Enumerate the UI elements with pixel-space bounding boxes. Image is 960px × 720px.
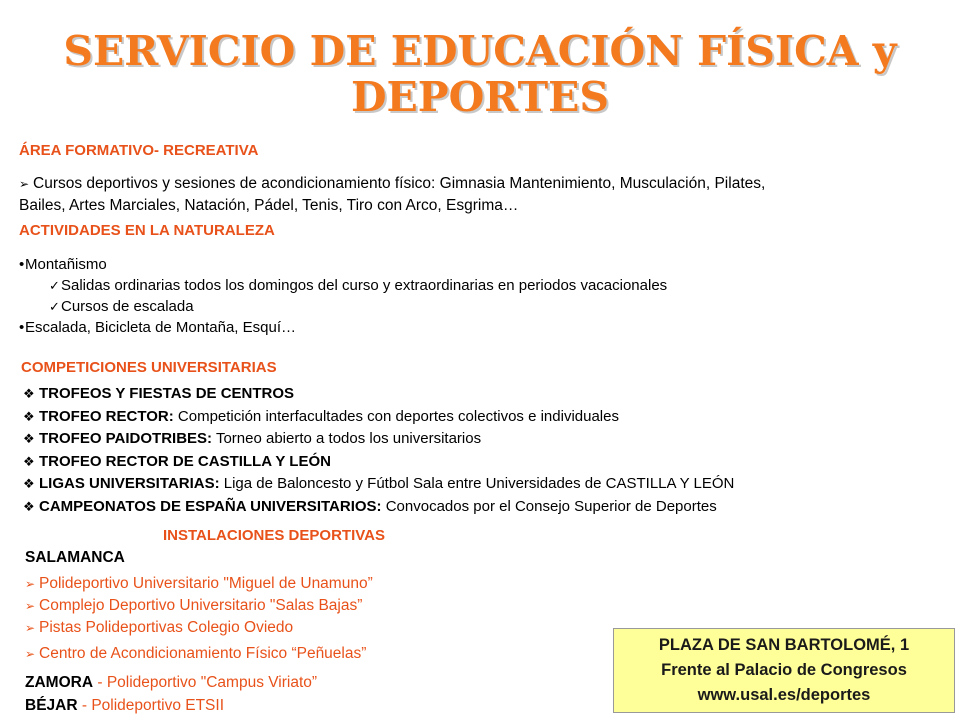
diamond-bullet-icon: ❖ (23, 476, 35, 491)
diamond-bullet-icon: ❖ (23, 498, 35, 514)
bejar-city: BÉJAR (25, 697, 78, 714)
naturaleza-sub-2: Cursos de escalada (61, 298, 194, 315)
instalaciones-heading: INSTALACIONES DEPORTIVAS (163, 527, 385, 544)
naturaleza-item-1: Montañismo (25, 256, 107, 273)
title-line-2: DEPORTES (350, 73, 610, 121)
address-line: PLAZA DE SAN BARTOLOMÉ, 1 (658, 636, 910, 654)
salamanca-places (25, 573, 373, 665)
check-icon: ✓ (49, 278, 60, 293)
diamond-bullet-icon: ❖ (23, 386, 35, 401)
area-text (19, 173, 765, 216)
diamond-bullet-icon: ❖ (23, 453, 35, 469)
diamond-bullet-icon: ❖ (23, 431, 35, 446)
list-item: ➢ Pistas Polideportivas Colegio Oviedo (25, 617, 373, 639)
list-item: ➢ Complejo Deportivo Universitario "Salas Bajas” (25, 595, 373, 617)
zamora-line: ZAMORA - Polideportivo "Campus Viriato” (25, 674, 318, 691)
bullet-icon: • (19, 256, 25, 273)
bejar-line: BÉJAR - Polideportivo ETSII (25, 697, 225, 714)
naturaleza-item-2: Escalada, Bicicleta de Montaña, Esquí… (25, 319, 296, 336)
location-line: Frente al Palacio de Congresos (661, 661, 907, 679)
list-item: ➢ Polideportivo Universitario "Miguel de Unamuno” (25, 573, 373, 595)
competiciones-section (21, 357, 277, 378)
list-item: ❖ LIGAS UNIVERSITARIAS: Liga de Baloncesto y Fútbol Sala entre Universidades de CASTILLA Y LEÓN (23, 473, 734, 496)
arrow-bullet-icon: ➢ (19, 177, 30, 191)
area-text-line-1: Cursos deportivos y sesiones de acondicionamiento físico: Gimnasia Mantenimiento, Musculación, Pilates, (33, 175, 766, 192)
competiciones-list (23, 383, 734, 518)
list-item: ❖ CAMPEONATOS DE ESPAÑA UNIVERSITARIOS: Convocados por el Consejo Superior de Deportes (23, 496, 734, 519)
bejar-place: Polideportivo ETSII (91, 697, 225, 714)
naturaleza-section (19, 220, 275, 241)
page-title (0, 28, 960, 120)
title-line-1: SERVICIO DE EDUCACIÓN FÍSICA y (63, 27, 897, 75)
competiciones-heading: COMPETICIONES UNIVERSITARIAS (21, 359, 277, 376)
arrow-bullet-icon: ➢ (25, 599, 36, 613)
zamora-place: Polideportivo "Campus Viriato” (106, 674, 318, 691)
list-item: ➢ Centro de Acondicionamiento Físico “Peñuelas” (25, 643, 373, 665)
naturaleza-list (19, 254, 667, 338)
arrow-bullet-icon: ➢ (25, 647, 36, 661)
area-heading: ÁREA FORMATIVO- RECREATIVA (19, 142, 259, 159)
area-text-line-2: Bailes, Artes Marciales, Natación, Pádel, Tenis, Tiro con Arco, Esgrima… (19, 197, 519, 214)
instalaciones-section (163, 525, 385, 546)
naturaleza-sub-1: Salidas ordinarias todos los domingos del curso y extraordinarias en periodos vacacionales (61, 277, 668, 294)
arrow-bullet-icon: ➢ (25, 577, 36, 591)
arrow-bullet-icon: ➢ (25, 621, 36, 635)
area-section (19, 140, 258, 161)
zamora-city: ZAMORA (25, 674, 94, 691)
address-box (613, 628, 955, 713)
naturaleza-heading: ACTIVIDADES EN LA NATURALEZA (19, 222, 275, 239)
check-icon: ✓ (49, 299, 60, 314)
list-item: ❖ TROFEO RECTOR: Competición interfacultades con deportes colectivos e individuales (23, 406, 734, 429)
website-link[interactable]: www.usal.es/deportes (697, 686, 871, 704)
list-item: ❖ TROFEOS Y FIESTAS DE CENTROS (23, 383, 734, 406)
list-item: ❖ TROFEO RECTOR DE CASTILLA Y LEÓN (23, 451, 734, 474)
salamanca-label: SALAMANCA (25, 549, 125, 566)
list-item: ❖ TROFEO PAIDOTRIBES: Torneo abierto a todos los universitarios (23, 428, 734, 451)
diamond-bullet-icon: ❖ (23, 408, 35, 424)
bullet-icon: • (19, 319, 25, 336)
